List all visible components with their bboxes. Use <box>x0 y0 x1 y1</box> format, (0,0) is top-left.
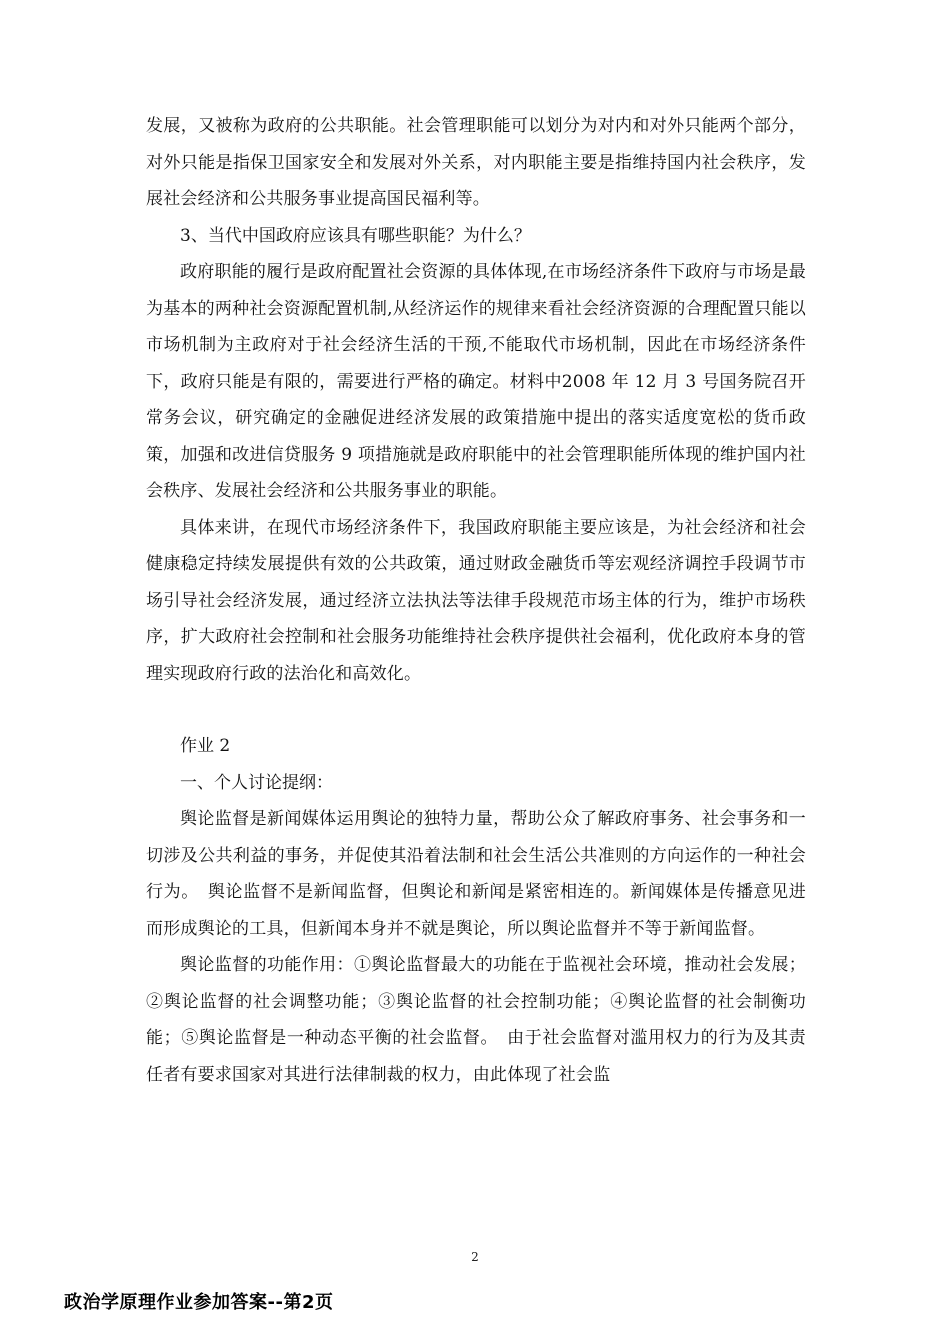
paragraph-supervision-functions: 舆论监督的功能作用：①舆论监督最大的功能在于监视社会环境，推动社会发展；②舆论监督的社会调整功能；③舆论监督的社会控制功能；④舆论监督的社会制衡功能；⑤舆论监督是一种动态平衡的社会监督。 由于社会监督对滥用权力的行为及其责任者有要求国家对其进行法律制裁的权力，由此体现了社会监 <box>146 955 806 1085</box>
section-gap <box>146 692 806 728</box>
document-body <box>146 108 806 1093</box>
paragraph-government-functions-continued: 发展，又被称为政府的公共职能。社会管理职能可以划分为对内和对外只能两个部分，对外只能是指保卫国家安全和发展对外关系，对内职能主要是指维持国内社会秩序，发展社会经济和公共服务事业提高国民福利等。 <box>146 116 806 209</box>
page-number: 2 <box>471 1250 479 1264</box>
outline-heading: 一、个人讨论提纲： <box>180 772 333 793</box>
paragraph-public-opinion-supervision: 舆论监督是新闻媒体运用舆论的独特力量，帮助公众了解政府事务、社会事务和一切涉及公共利益的事务，并促使其沿着法制和社会生活公共准则的方向运作的一种社会行为。 舆论监督不是新闻监督，但舆论和新闻是紧密相连的。新闻媒体是传播意见进而形成舆论的工具，但新闻本身并不就是舆论，所以舆论监督并不等于新闻监督。 <box>146 809 806 939</box>
question-heading: 3、当代中国政府应该具有哪些职能？为什么？ <box>180 225 531 246</box>
footer-title: 政治学原理作业参加答案--第2页 <box>64 1292 334 1313</box>
paragraph-resource-allocation: 政府职能的履行是政府配置社会资源的具体体现,在市场经济条件下政府与市场是最为基本的两种社会资源配置机制,从经济运作的规律来看社会经济资源的合理配置只能以市场机制为主政府对于社会经济生活的干预,不能取代市场机制，因此在市场经济条件下，政府只能是有限的，需要进行严格的确定。材料中2008 年 12 月 3 号国务院召开常务会议，研究确定的金融促进经济发展的政策措施中提出的落实适度宽松的货币政策，加强和改进信贷服务 9 项措施就是政府职能中的社会管理职能所体现的维护国内社会秩序、发展社会经济和公共服务事业的职能。 <box>146 262 806 501</box>
paragraph-specific-functions: 具体来讲，在现代市场经济条件下，我国政府职能主要应该是，为社会经济和社会健康稳定持续发展提供有效的公共政策，通过财政金融货币等宏观经济调控手段调节市场引导社会经济发展，通过经济立法执法等法律手段规范市场主体的行为，维护市场秩序，扩大政府社会控制和社会服务功能维持社会秩序提供社会福利，优化政府本身的管理实现政府行政的法治化和高效化。 <box>146 517 806 684</box>
assignment-heading: 作业 2 <box>180 736 231 756</box>
